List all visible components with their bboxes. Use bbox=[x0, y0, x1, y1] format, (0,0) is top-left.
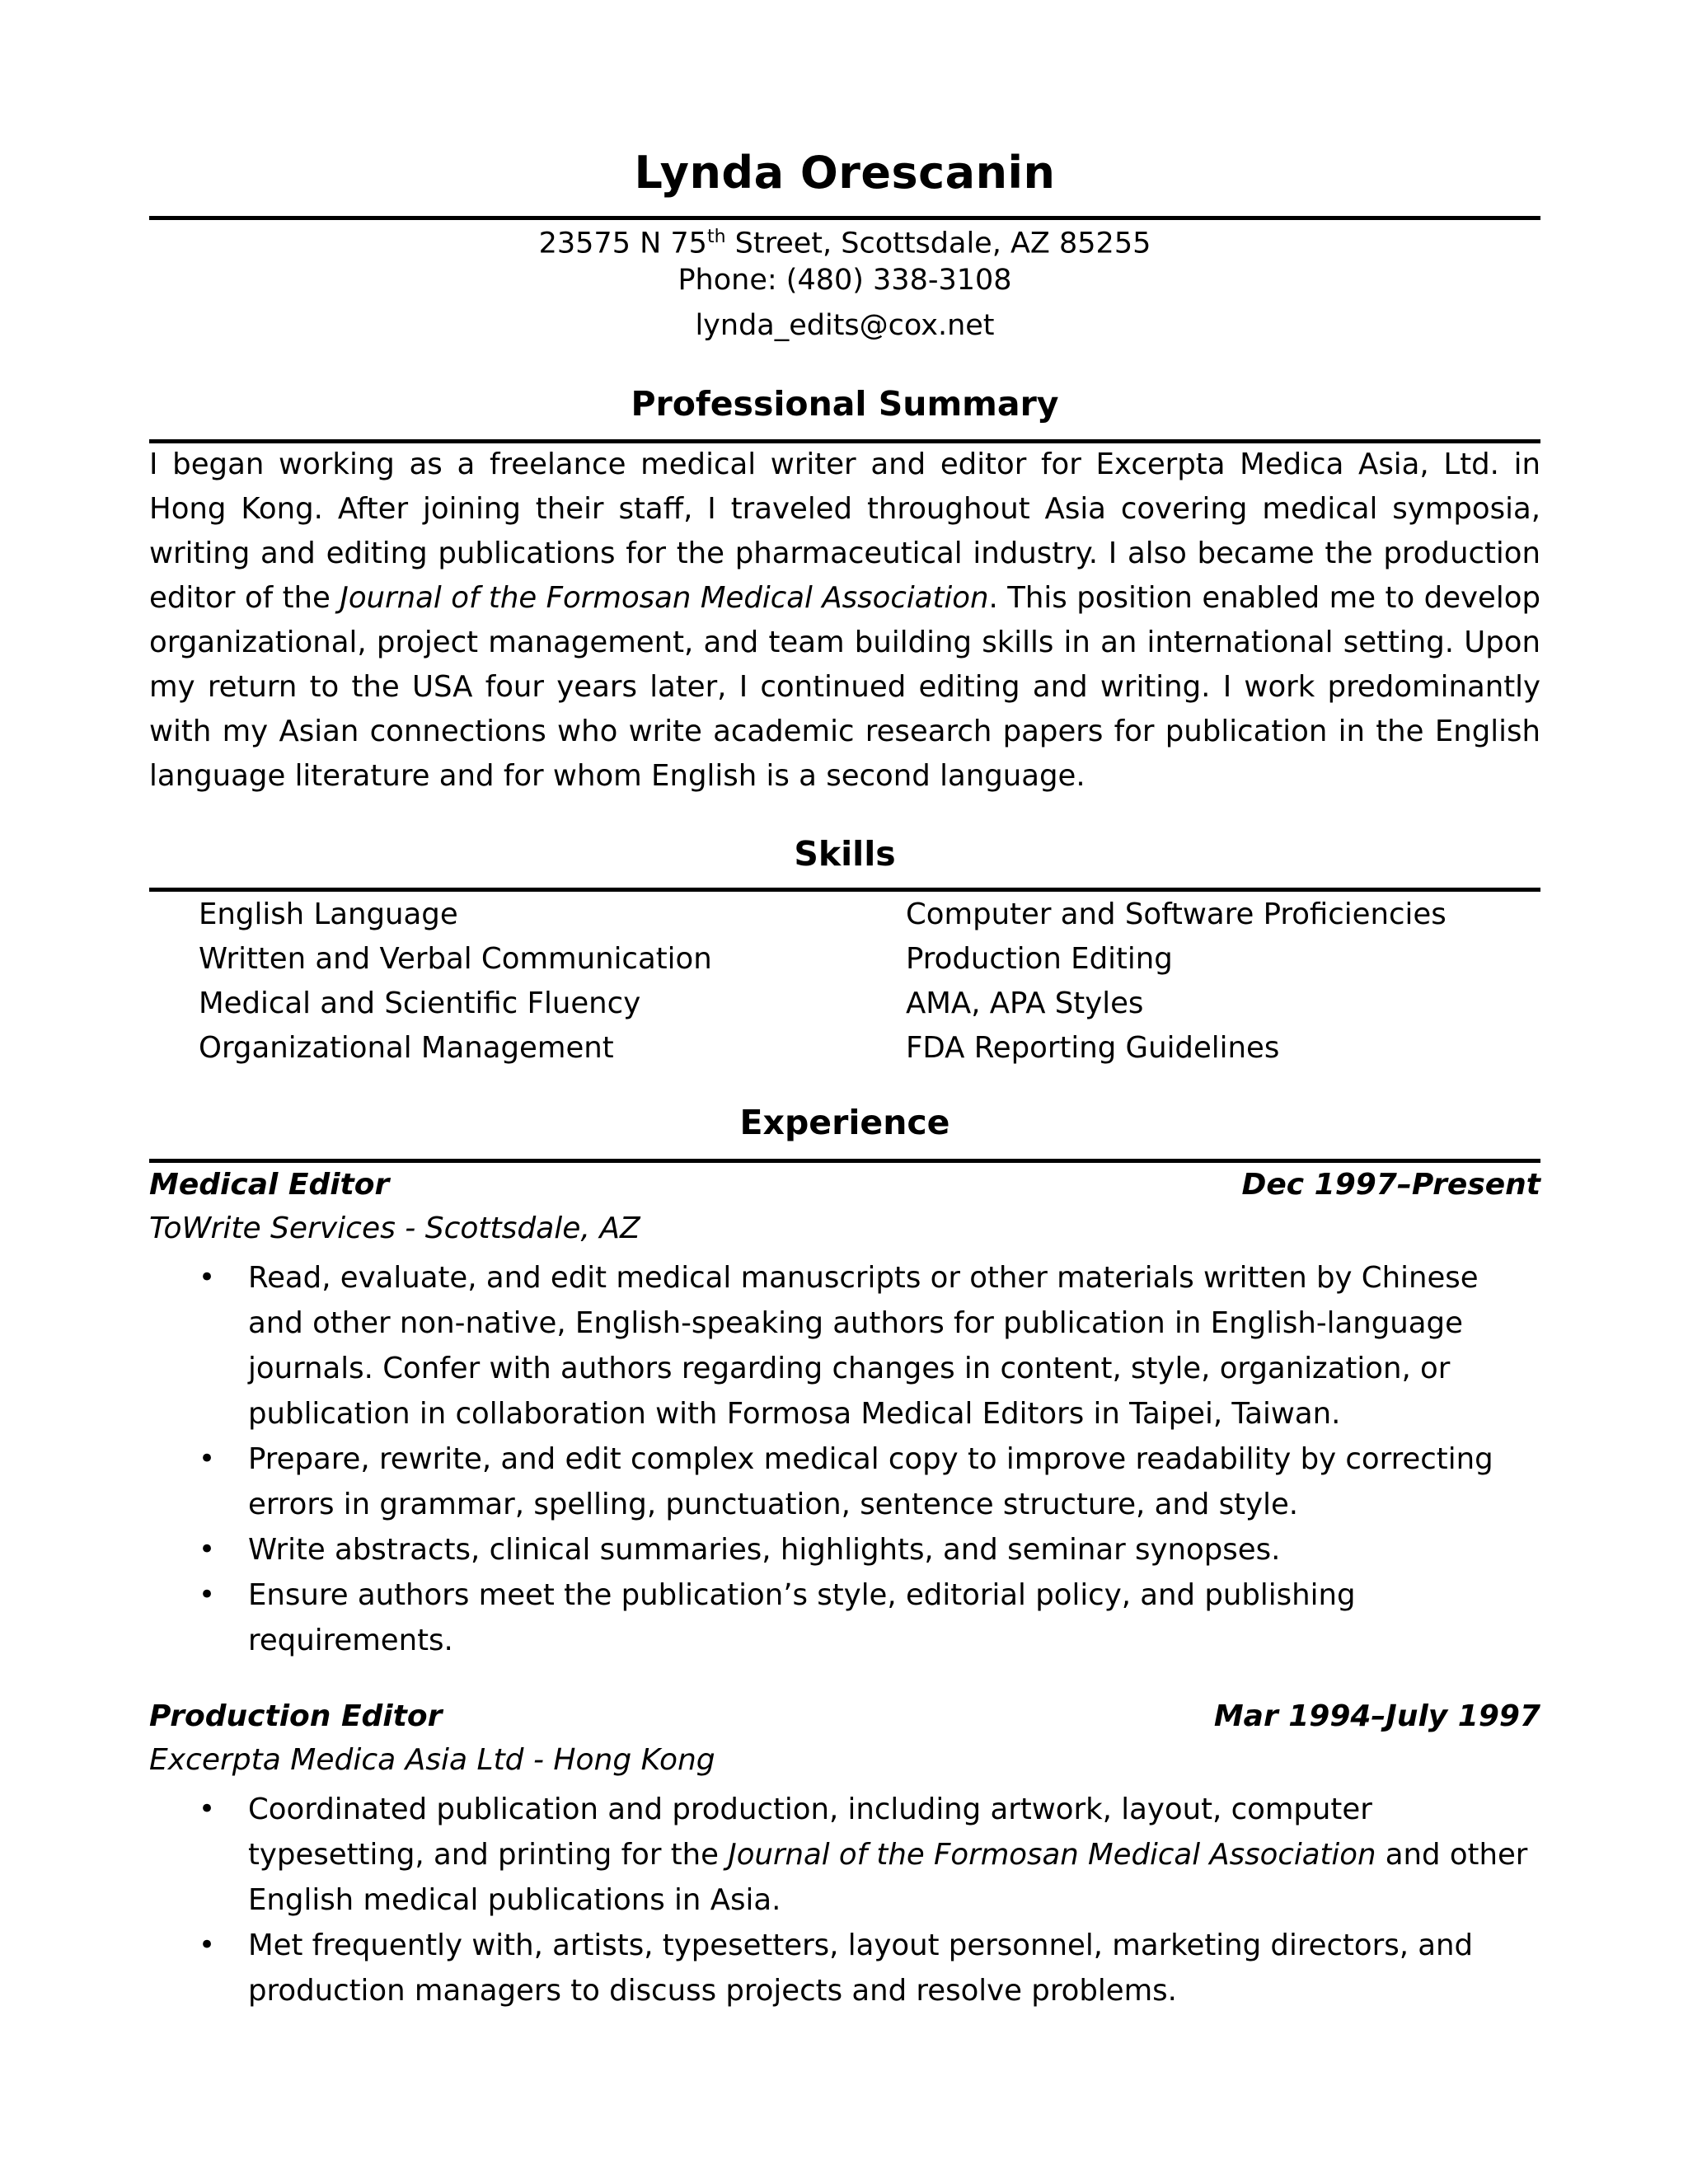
bullet-icon: • bbox=[199, 1793, 216, 1825]
job-company: Excerpta Medica Asia Ltd - Hong Kong bbox=[149, 1743, 715, 1777]
skill-item: Medical and Scientific Fluency bbox=[199, 987, 641, 1020]
job-entry bbox=[149, 1694, 1540, 2013]
bullet-text-rest: and other English medical publications in Asia. bbox=[248, 1838, 1528, 1917]
phone-line: Phone: (480) 338-3108 bbox=[678, 264, 1012, 297]
skill-item: English Language bbox=[199, 898, 458, 931]
bullet-text: Met frequently with, artists, typesetters, layout personnel, marketing directors, and production managers to discuss projects and resolve problems. bbox=[248, 1929, 1474, 2008]
job-dates: Mar 1994–July 1997 bbox=[1213, 1699, 1540, 1733]
skill-item: Computer and Software Proficiencies bbox=[906, 898, 1447, 931]
summary-text: I began working as a freelance medical writer and editor for Excerpta Medica Asia, Ltd. in Hong Kong. After joining their staff, I traveled throughout Asia covering medical symposia, writing and editing publications for the pharmaceutical industry. I also became the production editor of the bbox=[149, 448, 1540, 615]
skills-heading: Skills bbox=[794, 834, 896, 874]
address-line bbox=[149, 216, 1540, 265]
skill-item: AMA, APA Styles bbox=[906, 987, 1144, 1020]
bullet-item bbox=[149, 1436, 1540, 1527]
bullet-item bbox=[149, 1255, 1540, 1436]
skill-item: Organizational Management bbox=[199, 1031, 614, 1065]
job-entry bbox=[149, 1163, 1540, 1663]
bullet-text: Coordinated publication and production, including artwork, layout, computer typesetting, and printing for the bbox=[248, 1793, 1372, 1872]
bullet-text: Write abstracts, clinical summaries, highlights, and seminar synopses. bbox=[248, 1533, 1281, 1567]
job-title: Medical Editor bbox=[149, 1168, 390, 1202]
bullet-item bbox=[149, 1787, 1540, 1923]
summary-paragraph bbox=[149, 443, 1540, 799]
bullet-item bbox=[149, 1572, 1540, 1663]
summary-text-rest: . This position enabled me to develop organizational, project management, and team building skills in an international setting. Upon my return to the USA four years later, I continued editing and writing. I work predominantly with my Asian connections who write academic research papers for publication in the English language literature and for whom English is a second language. bbox=[149, 581, 1541, 793]
address-superscript: th bbox=[706, 227, 726, 247]
skill-item: FDA Reporting Guidelines bbox=[906, 1031, 1280, 1065]
job-header bbox=[149, 1694, 1540, 1739]
bullet-icon: • bbox=[199, 1261, 216, 1294]
experience-heading: Experience bbox=[739, 1103, 950, 1142]
bullet-text: Read, evaluate, and edit medical manuscripts or other materials written by Chinese and other non-native, English-speaking authors for publication in English-language journals. Confer with authors regarding changes in content, style, organization, or publication in collaboration with Formosa Medical Editors in Taipei, Taiwan. bbox=[248, 1261, 1479, 1431]
bullet-icon: • bbox=[199, 1533, 216, 1566]
skills-column-left bbox=[199, 893, 874, 1071]
skill-item: Production Editing bbox=[906, 942, 1173, 976]
journal-title-italic: Journal of the Formosan Medical Association bbox=[728, 1838, 1376, 1872]
skill-item: Written and Verbal Communication bbox=[199, 942, 712, 976]
bullet-icon: • bbox=[199, 1929, 216, 1961]
job-title: Production Editor bbox=[149, 1699, 443, 1733]
summary-heading: Professional Summary bbox=[631, 384, 1059, 424]
bullet-item bbox=[149, 1527, 1540, 1572]
address-text-rest: Street, Scottsdale, AZ 85255 bbox=[725, 227, 1151, 260]
job-header bbox=[149, 1163, 1540, 1207]
skills-column-right bbox=[906, 893, 1582, 1071]
journal-title-italic: Journal of the Formosan Medical Association bbox=[340, 581, 989, 615]
bullet-icon: • bbox=[199, 1442, 216, 1475]
job-company: ToWrite Services - Scottsdale, AZ bbox=[149, 1212, 640, 1245]
address-text: 23575 N 75 bbox=[538, 227, 707, 260]
bullet-icon: • bbox=[199, 1578, 216, 1611]
bullet-item bbox=[149, 1923, 1540, 2013]
bullet-text: Ensure authors meet the publication’s style, editorial policy, and publishing requirements. bbox=[248, 1578, 1356, 1657]
job-bullets bbox=[149, 1255, 1540, 1663]
email-line: lynda_edits@cox.net bbox=[695, 309, 995, 342]
job-dates: Dec 1997–Present bbox=[1241, 1168, 1540, 1202]
skills-rule bbox=[149, 888, 1540, 892]
resume-name: Lynda Orescanin bbox=[634, 147, 1056, 199]
job-bullets bbox=[149, 1787, 1540, 2013]
bullet-text: Prepare, rewrite, and edit complex medical copy to improve readability by correcting errors in grammar, spelling, punctuation, sentence structure, and style. bbox=[248, 1442, 1493, 1521]
